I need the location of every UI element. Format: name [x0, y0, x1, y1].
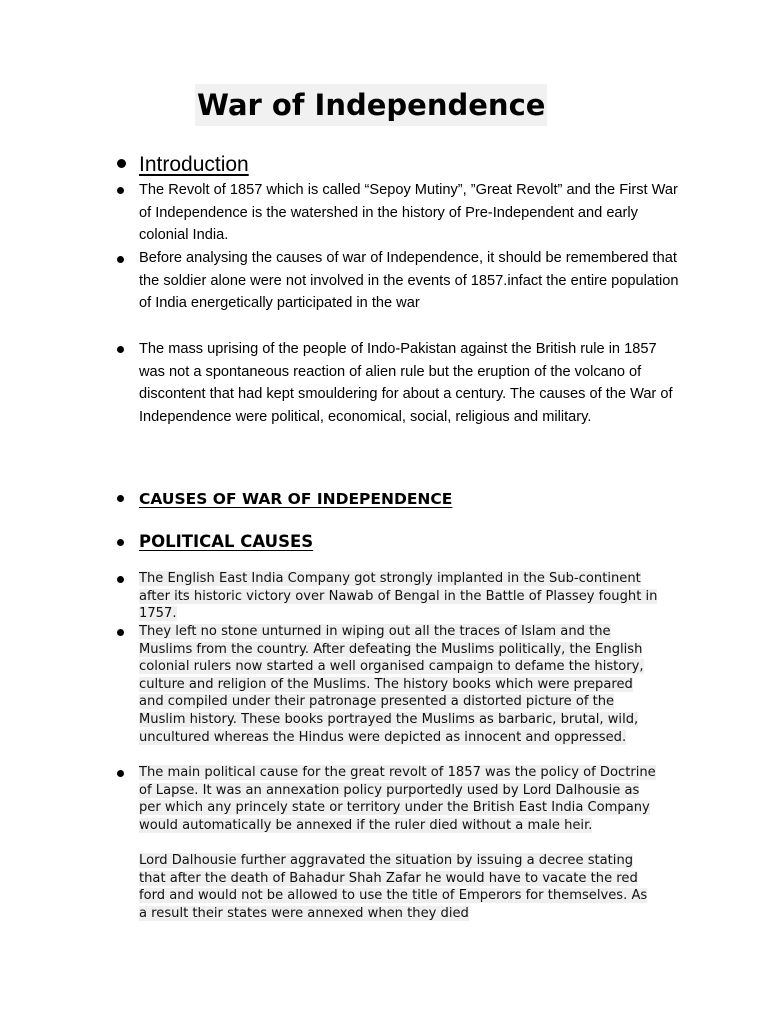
causes-heading: CAUSES OF WAR OF INDEPENDENCE [139, 490, 453, 508]
intro-paragraph-3: The mass uprising of the people of Indo-Pakistan against the British rule in 1857 was not a spontaneous reaction of alien rule but the eruption of the volcano of discontent that had kept smouldering for about a century. The causes of the War of Independence were political, economical, social, religious and military. [139, 341, 673, 425]
political-paragraph-2 [139, 623, 659, 746]
intro-paragraph-2: Before analysing the causes of war of Independence, it should be remembered that the soldier alone were not involved in the events of 1857.infact the entire population of India energetically participated in the war [139, 250, 679, 311]
bullet-icon [117, 495, 124, 502]
bullet-icon [117, 256, 124, 263]
intro-paragraph-1: The Revolt of 1857 which is called “Sepoy Mutiny”, ”Great Revolt” and the First War of Independence is the watershed in the history of Pre-Independent and early colonial India. [139, 182, 678, 243]
bullet-icon [117, 346, 124, 353]
bullet-icon [117, 159, 126, 168]
political-causes-heading: POLITICAL CAUSES [139, 532, 314, 551]
political-text-2: They left no stone unturned in wiping out all the traces of Islam and the Muslims from the country. After defeating the Muslims politically, the English colonial rulers now started a well organised campaign to defame the history, culture and religion of the Muslims. The history books which were prepared and compiled under their patronage presented a distorted picture of the Muslim history. These books portrayed the Muslims as barbaric, brutal, wild, uncultured whereas the Hindus were depicted as innocent and oppressed. [139, 624, 644, 745]
bullet-icon [117, 576, 124, 583]
page-title: War of Independence [195, 84, 547, 126]
political-paragraph-4 [139, 852, 659, 922]
bullet-icon [117, 539, 124, 546]
bullet-icon [117, 770, 124, 777]
political-text-3: The main political cause for the great revolt of 1857 was the policy of Doctrine of Lapse. It was an annexation policy purportedly used by Lord Dalhousie as per which any princely state or territory under the British East India Company would automatically be annexed if the ruler died without a male heir. [139, 765, 656, 833]
bullet-icon [117, 187, 124, 194]
political-paragraph-1 [139, 570, 659, 623]
bullet-icon [117, 629, 124, 636]
political-text-1: The English East India Company got strongly implanted in the Sub-continent after its historic victory over Nawab of Bengal in the Battle of Plassey fought in 1757. [139, 571, 658, 622]
political-paragraph-3 [139, 764, 659, 834]
political-text-4: Lord Dalhousie further aggravated the situation by issuing a decree stating that after the death of Bahadur Shah Zafar he would have to vacate the red ford and would not be allowed to use the title of Emperors for themselves. As a result their states were annexed when they died [139, 853, 648, 921]
introduction-heading: Introduction [139, 153, 249, 176]
